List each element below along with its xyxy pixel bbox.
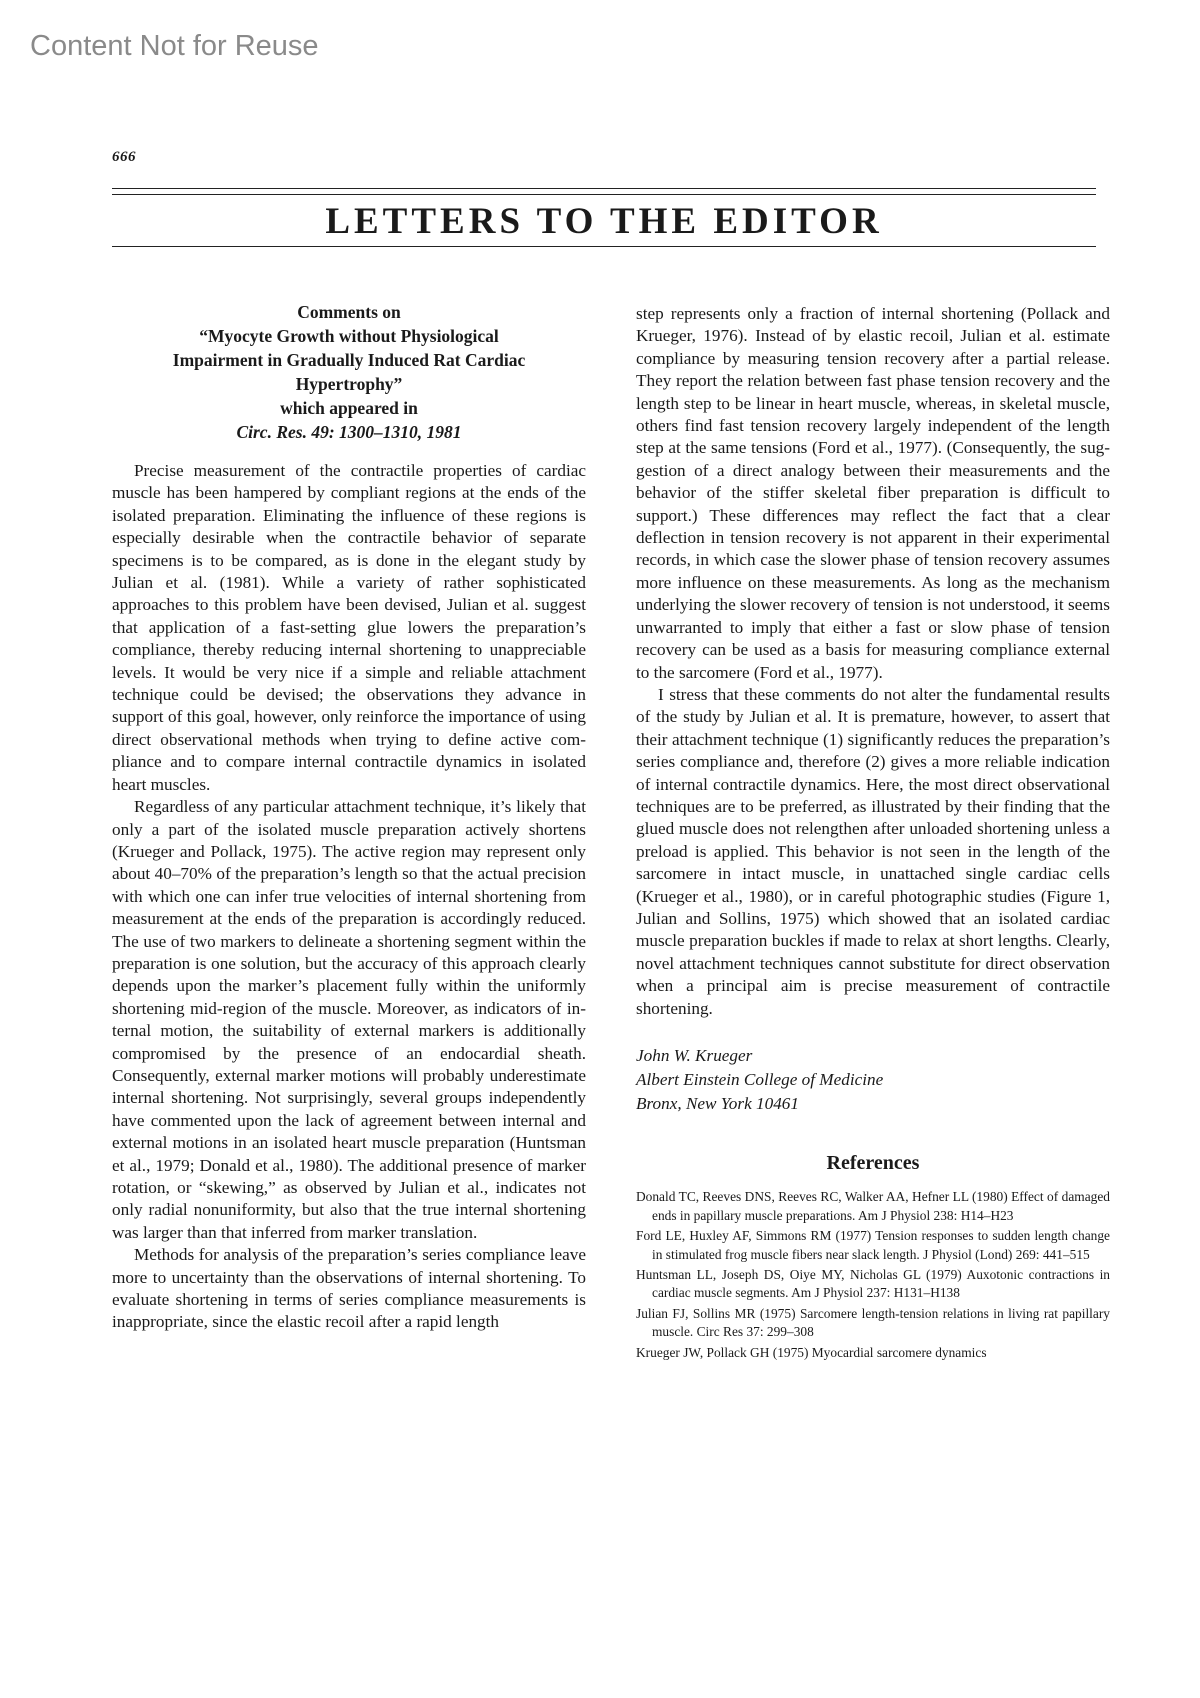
heading-line: “Myocyte Growth without Physiological xyxy=(199,326,499,346)
author-location: Bronx, New York 10461 xyxy=(636,1094,799,1113)
body-paragraph: step represents only a fraction of internal shortening (Pollack and Krueger, 1976). Instead of by elastic recoil, Julian et al. estimate compliance by measuring tension recovery after a partial release. They report the relation between fast phase tension recovery and the length step to be linear in heart muscle, whereas, in skeletal muscle, others find fast tension recovery largely independent of the length step at the same tensions (Ford et al., 1977). (Consequently, the suggestion of a direct analogy between their measurements and the behavior of the stiffer skeletal fiber preparation is difficult to support.) These differences may reflect the fact that a clear deflection in tension recovery is not apparent in their experimental records, in which case the slower phase of tension recovery assumes more influence on these measurements. As long as the mechanism underlying the slower recovery of tension is not understood, it seems unwarranted to imply that either a fast or slow phase of tension recovery can be used as a basis for measuring compliance external to the sarcomere (Ford et al., 1977). xyxy=(636,304,1110,682)
author-name: John W. Krueger xyxy=(636,1046,753,1065)
page-number: 666 xyxy=(112,149,136,165)
heading-line: Hypertrophy” xyxy=(295,374,403,394)
header-rule-second xyxy=(112,194,1096,195)
journal-citation: Circ. Res. 49: 1300–1310, 1981 xyxy=(236,422,462,442)
section-title: LETTERS TO THE EDITOR xyxy=(325,201,883,242)
header-rule-bottom xyxy=(112,246,1096,247)
heading-line: Impairment in Gradually Induced Rat Cardiac xyxy=(172,350,526,370)
heading-line: Comments on xyxy=(297,302,401,322)
reference-item: Huntsman LL, Joseph DS, Oiye MY, Nicholas GL (1979) Auxotonic contractions in cardiac muscle segments. Am J Physiol 237: H131–H138 xyxy=(636,1267,1110,1301)
reference-item: Krueger JW, Pollack GH (1975) Myocardial sarcomere dynamics xyxy=(636,1344,987,1360)
right-column xyxy=(636,303,1110,1364)
body-paragraph: I stress that these comments do not alter the fundamental results of the study by Julian et al. It is premature, however, to assert that their attachment technique (1) significantly reduces the preparation’s series compliance and, therefore (2) gives a more reliable indication of internal contractile dynamics. Here, the most direct observational techniques are to be preferred, as illustrated by their finding that the glued muscle does not relengthen after unloaded shortening unless a preload is applied. This behavior is not seen in the length of the sarcomere in intact muscle, in unattached single cardiac cells (Krueger et al., 1980), or in careful photographic studies (Figure 1, Julian and Sollins, 1975) which showed that an isolated cardiac muscle preparation buckles if made to relax at short lengths. Clearly, novel attachment techniques cannot substitute for direct observation when a principal aim is precise measurement of contractile shortening. xyxy=(636,684,1110,1018)
reference-item: Ford LE, Huxley AF, Simmons RM (1977) Tension responses to sudden length change in stimulated frog muscle fibers near slack length. J Physiol (Lond) 269: 441–515 xyxy=(636,1228,1110,1262)
body-paragraph: Precise measurement of the contractile properties of cardiac muscle has been hampered by compliant regions at the ends of the isolated preparation. Eliminating the influence of these regions is especially desirable when the contractile behavior of separate specimens is to be compared, as is done in the elegant study by Julian et al. (1981). While a variety of rather sophisticated approaches to this problem have been devised, Julian et al. suggest that application of a fast-setting glue lowers the preparation’s compliance, thereby reducing internal shortening to unappreciable levels. It would be very nice if a simple and reliable attachment technique could be devised; the observations they advance in support of this goal, however, only reinforce the importance of using direct observational methods when trying to define active compliance and to compare internal contractile dynamics in isolated heart muscles. xyxy=(112,461,586,794)
letter-heading xyxy=(112,300,586,444)
author-signature xyxy=(636,1044,1110,1116)
reference-item: Donald TC, Reeves DNS, Reeves RC, Walker AA, Hefner LL (1980) Effect of damaged ends in papillary muscle preparations. Am J Physiol 238: H14–H23 xyxy=(636,1189,1110,1223)
author-institution: Albert Einstein College of Medicine xyxy=(636,1070,884,1089)
left-column xyxy=(112,300,586,1334)
watermark-text: Content Not for Reuse xyxy=(30,30,319,62)
references-heading: References xyxy=(826,1152,920,1174)
body-paragraph: Methods for analysis of the preparation’s series compliance leave more to uncertainty than the observations of internal shortening. To evaluate shortening in terms of series compliance measurements is inappropriate, since the elastic recoil after a rapid length xyxy=(112,1245,586,1332)
header-rule-top xyxy=(112,188,1096,189)
body-paragraph: Regardless of any particular attachment technique, it’s likely that only a part of the isolated muscle preparation actively shortens (Krueger and Pollack, 1975). The active region may represent only about 40–70% of the preparation’s length so that the actual precision with which one can infer true velocities of internal shortening from measurement at the ends of the preparation is accordingly reduced. The use of two markers to delineate a shortening segment within the preparation is one solution, but the accuracy of this approach clearly depends upon the marker’s placement fully within the uniformly shortening mid-region of the muscle. Moreover, as indicators of internal motion, the suitability of external markers is additionally compromised by the presence of an endocardial sheath. Consequently, external marker motions will probably underestimate internal shortening. Not surprisingly, several groups independently have commented upon the lack of agreement between internal and external motions in an isolated heart muscle preparation (Huntsman et al., 1979; Donald et al., 1980). The additional presence of marker rotation, or “skewing,” as observed by Julian et al., indicates not only radial nonuniformity, but also that the true internal shortening was larger than that inferred from marker translation. xyxy=(112,797,586,1242)
heading-line: which appeared in xyxy=(280,398,418,418)
reference-item: Julian FJ, Sollins MR (1975) Sarcomere length-tension relations in living rat papillary muscle. Circ Res 37: 299–308 xyxy=(636,1305,1110,1340)
